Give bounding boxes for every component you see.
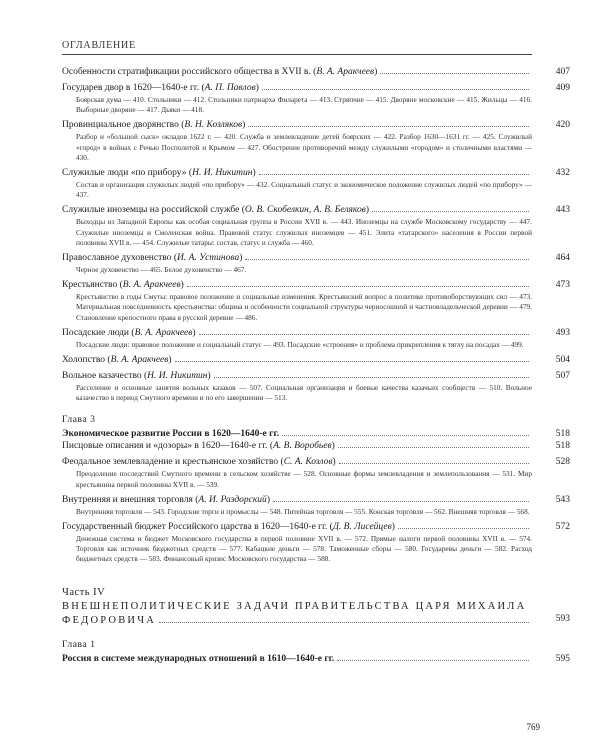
entry-title: Вольное казачество (Н. И. Никитин) (62, 371, 211, 382)
page-header: ОГЛАВЛЕНИЕ (62, 40, 532, 55)
entry-title: Православное духовенство (И. А. Устинова) (62, 253, 243, 264)
entry-title-text: Писцовые описания и «дозоры» в 1620—1640-е гг. (62, 441, 268, 452)
chapter-1-title-entry[interactable] (62, 653, 570, 665)
leader-dots (398, 528, 529, 529)
chapter-1-label: Глава 1 (62, 639, 96, 650)
entry-author: В. А. Аракчеев (110, 355, 169, 366)
entry-title-text: Служилые иноземцы на российской службе (62, 205, 240, 216)
leader-dots (248, 126, 529, 127)
toc-entry[interactable] (62, 205, 570, 248)
toc-entry[interactable] (62, 83, 570, 115)
part-4-title-entry[interactable] (62, 600, 570, 628)
entry-title: Государственный бюджет Российского царства в 1620—1640-е гг. (Д. В. Лисейцев) (62, 522, 395, 533)
page-ref: 518 (555, 441, 570, 452)
leader-dots (159, 622, 529, 623)
entry-title: Служилые люди «по прибору» (Н. И. Никитин) (62, 168, 256, 179)
toc-page (62, 40, 570, 666)
entry-description: Боярская дума — 410. Стольники — 412. Стольники патриарха Филарета — 413. Стряпчие — 415. Дворяне московские — 415. Жильцы — 416. Выборные дворяне — 417. Дьяки — 418. (76, 95, 532, 115)
leader-dots (187, 286, 529, 287)
leader-dots (259, 174, 529, 175)
toc-sections (62, 67, 570, 403)
page-ref: 518 (555, 429, 570, 440)
entry-description: Денежная система и бюджет Московского государства в первой половине XVII в. — 572. Прямые налоги первой половины XVII в. — 574. Торговля как источник бюджетных средств — 577. Кабацкие деньги — 578. Таможенные сборы — 580. Государевы деньги — 582. Расход бюджетных средств — 583. Финансовый кризис Московского государства — 588. (76, 534, 532, 564)
toc-entry[interactable] (62, 253, 570, 275)
toc-entry[interactable] (62, 120, 570, 163)
page-ref: 595 (555, 653, 570, 664)
entry-title-text: Государственный бюджет Российского царства в 1620—1640-е гг. (62, 522, 328, 533)
entry-author: А. П. Павлов (204, 83, 256, 93)
entry-title-text: Посадские люди (62, 327, 130, 338)
leader-dots (273, 501, 529, 502)
leader-dots (380, 73, 529, 74)
entry-author: В. Н. Козляков (184, 120, 243, 131)
entry-title: Холопство (В. А. Аракчеев) (62, 355, 172, 366)
page-ref: 409 (555, 83, 570, 93)
leader-dots (262, 89, 529, 90)
entry-author: Д. В. Лисейцев (332, 522, 392, 533)
entry-description: Посадские люди: правовое положение и социальный статус — 493. Посадские «строения» и проблема прикрепления к тяглу на посадах — 499. (76, 339, 524, 349)
toc-entry[interactable] (62, 371, 570, 403)
entry-author: О. В. Скобелкин, А. В. Беляков (244, 205, 366, 216)
entry-description: Разбор и «большой сыск» окладов 1622 г. — 420. Служба и землевладение детей боярских — 422. Разбор 1630—1631 гг. — 425. Служилый «город» в войнах с Речью Посполитой и Крымом — 427. Обострение противоречий между служилыми «городом» и столичными властями — 430. (76, 132, 532, 162)
entry-title: Феодальное землевладение и крестьянское хозяйство (С. А. Козлов) (62, 457, 336, 468)
entry-author: Н. И. Никитин (147, 371, 208, 382)
entry-author: И. А. Устинова (176, 253, 240, 264)
entry-title-text: Вольное казачество (62, 371, 142, 382)
chapter-3-title-entry[interactable] (62, 429, 570, 440)
part-4-title-line-2: ФЕДОРОВИЧА (62, 614, 156, 626)
chapter-3-title: Экономическое развитие России в 1620—1640-е гг. (62, 429, 280, 440)
toc-entry[interactable] (62, 327, 570, 350)
entry-title: Писцовые описания и «дозоры» в 1620—1640-е гг. (А. В. Воробьев) (62, 441, 335, 452)
leader-dots (338, 447, 529, 448)
chapter-1-title: Россия в системе международных отношений в 1610—1640-е гг. (62, 653, 335, 664)
part-4-title-line-1: ВНЕШНЕПОЛИТИЧЕСКИЕ ЗАДАЧИ ПРАВИТЕЛЬСТВА ЦАРЯ МИХАИЛА (62, 600, 527, 612)
page-ref: 504 (555, 355, 570, 366)
toc-entry[interactable] (62, 494, 570, 517)
entry-title-text: Особенности стратификации российского общества в XVII в. (62, 67, 311, 77)
entry-title-text: Феодальное землевладение и крестьянское хозяйство (62, 457, 279, 468)
entry-title: Служилые иноземцы на российской службе (О. В. Скобелкин, А. В. Беляков) (62, 205, 370, 216)
entry-title: Крестьянство (В. А. Аракчеев) (62, 280, 184, 291)
toc-entry[interactable] (62, 355, 570, 366)
entry-title-text: Государев двор в 1620—1640-е гг. (62, 83, 200, 93)
leader-dots (245, 259, 529, 260)
entry-title-text: Служилые люди «по прибору» (62, 168, 187, 179)
page-ref: 407 (555, 67, 570, 77)
entry-title: Внутренняя и внешняя торговля (А. И. Раздорский) (62, 494, 270, 505)
toc-entry[interactable] (62, 67, 570, 78)
page-ref: 507 (555, 371, 570, 382)
entry-author: В. А. Аракчеев (122, 280, 181, 291)
page-ref: 572 (555, 522, 570, 533)
leader-dots (337, 660, 529, 661)
page-ref: 443 (555, 205, 570, 216)
entry-author: А. И. Раздорский (198, 494, 267, 505)
entry-description: Выходцы из Западной Европы как особая социальная группа в России XVII в. — 443. Иноземцы на службе Московскому государству — 447. Служилые иноземцы и Смоленская война. Правовой статус служилых иноземцев — 451. Элита «татарского» населения в России первой половины XVII в. — 454. Служилые татары: состав, статус и служба — 460. (76, 217, 532, 247)
entry-description: Преодоление последствий Смутного времени в сельском хозяйстве — 528. Основные формы землевладения и землепользования — 531. Мир крестьянина первой половины XVII в. — 539. (76, 469, 532, 489)
entry-title-text: Провинциальное дворянство (62, 120, 179, 131)
toc-entry[interactable] (62, 168, 570, 200)
entry-title-text: Внутренняя и внешняя торговля (62, 494, 193, 505)
entry-title-text: Православное духовенство (62, 253, 172, 264)
page-ref: 543 (555, 494, 570, 505)
toc-entry[interactable] (62, 522, 570, 565)
toc-entry[interactable] (62, 280, 570, 323)
entry-author: С. А. Козлов (283, 457, 333, 468)
entry-title: Провинциальное дворянство (В. Н. Козляков) (62, 120, 246, 131)
toc-entry[interactable] (62, 441, 570, 452)
entry-description: Черное духовенство — 465. Белое духовенство — 467. (76, 265, 247, 275)
entry-title-text: Холопство (62, 355, 106, 366)
leader-dots (199, 334, 529, 335)
leader-dots (339, 463, 529, 464)
entry-title: Особенности стратификации российского общества в XVII в. (В. А. Аракчеев) (62, 67, 378, 77)
page-ref: 420 (555, 120, 570, 131)
entry-author: А. В. Воробьев (273, 441, 332, 452)
page-ref: 432 (555, 168, 570, 179)
entry-author: В. А. Аракчеев (134, 327, 193, 338)
entry-description: Расселение и основные занятия вольных казаков — 507. Социальная организация и боевые качества казачьих сообществ — 510. Вольное казачество в период Смутного времени и по его завершении — 513. (76, 383, 532, 403)
entry-author: Н. И. Никитин (192, 168, 253, 179)
entry-author: В. А. Аракчеев (316, 67, 375, 77)
entry-description: Внутренняя торговля — 543. Городские торги и промыслы — 548. Питейная торговля — 555. Конская торговля — 562. Внешняя торговля — 568. (76, 506, 530, 516)
entry-title: Государев двор в 1620—1640-е гг. (А. П. Павлов) (62, 83, 259, 93)
chapter-3-label: Глава 3 (62, 415, 96, 426)
entry-title-text: Крестьянство (62, 280, 118, 291)
page-ref: 593 (555, 613, 570, 624)
leader-dots (175, 361, 529, 362)
leader-dots (214, 377, 529, 378)
leader-dots (282, 435, 529, 436)
page-number: 769 (526, 722, 540, 732)
leader-dots (372, 211, 529, 212)
part-4-label: Часть IV (62, 586, 106, 598)
page-ref: 493 (555, 327, 570, 338)
page-ref: 473 (555, 280, 570, 291)
page-ref: 464 (555, 253, 570, 264)
entry-description: Состав и организация служилых людей «по прибору» — 432. Социальный статус и экономическое положение служилых людей «по прибору» — 437. (76, 180, 532, 200)
entry-title: Посадские люди (В. А. Аракчеев) (62, 327, 196, 338)
chapter-3-items (62, 441, 570, 564)
page-ref: 528 (555, 457, 570, 468)
entry-description: Крестьянство в годы Смуты: правовое положение и социальные изменения. Крестьянский вопрос в политике противоборствующих сил — 473. Материальная повседневность крестьянства: община и особенности социальной структуры черносошной и частновладельческой деревни — 479. Становление крепостного права в русской деревне — 486. (76, 292, 532, 322)
toc-entry[interactable] (62, 457, 570, 489)
